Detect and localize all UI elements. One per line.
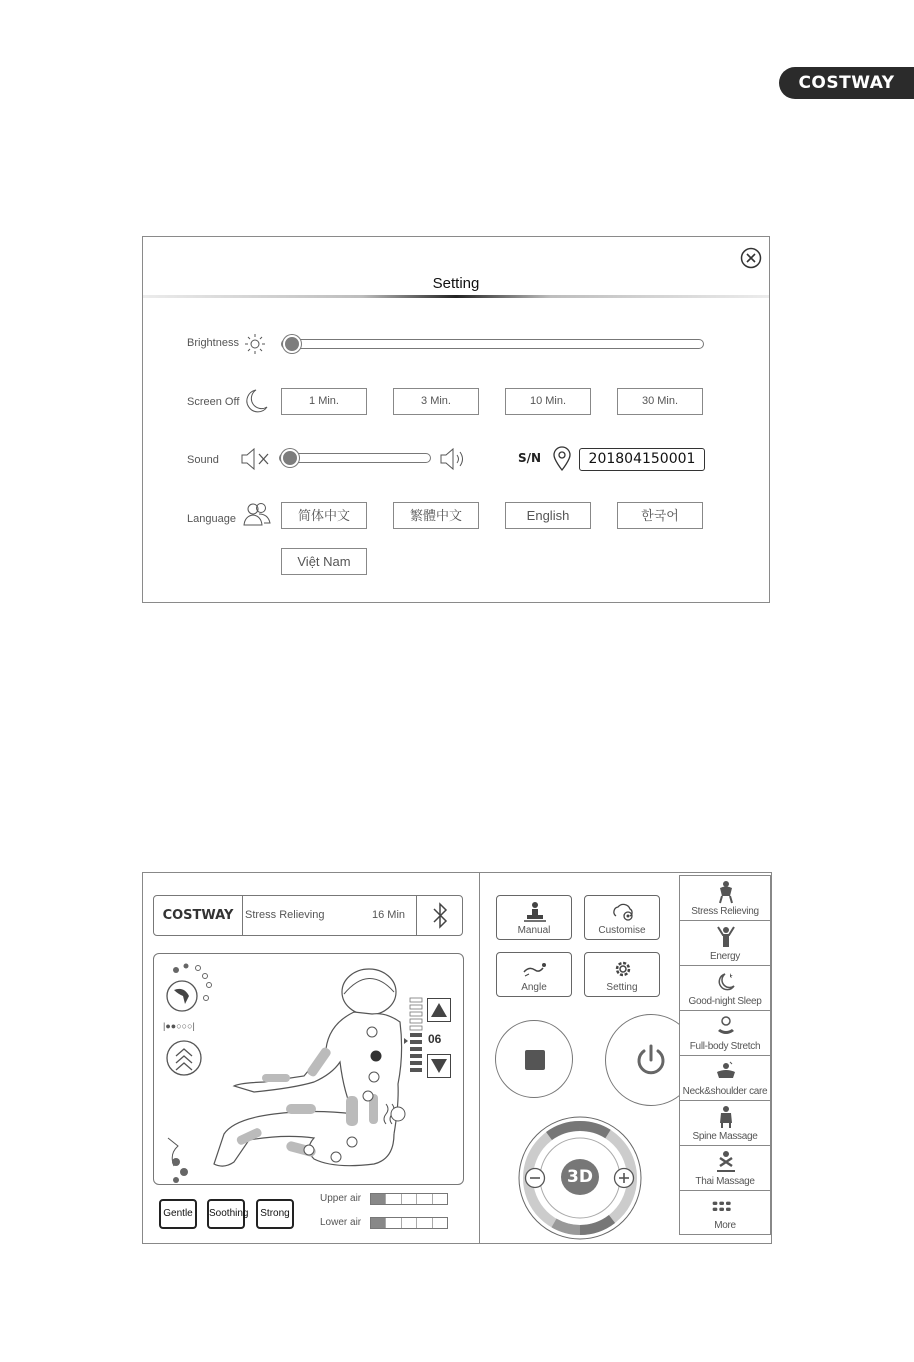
lower-air-level[interactable] bbox=[370, 1217, 448, 1229]
program-label: Neck&shoulder care bbox=[682, 1086, 768, 1097]
intensity-strong-button[interactable]: Strong bbox=[256, 1199, 294, 1229]
brand-logo-tab: COSTWAY bbox=[779, 67, 914, 99]
customise-label: Customise bbox=[598, 925, 646, 936]
language-simplified-chinese-button[interactable]: 简体中文 bbox=[281, 502, 367, 529]
angle-button[interactable] bbox=[496, 952, 572, 997]
gear-icon bbox=[611, 958, 635, 980]
plus-icon[interactable] bbox=[613, 1167, 635, 1189]
program-label: Energy bbox=[710, 951, 740, 962]
controller-panel bbox=[142, 872, 772, 1244]
program-list bbox=[679, 875, 771, 1235]
lower-air-label: Lower air bbox=[320, 1217, 362, 1228]
program-label: Good-night Sleep bbox=[688, 996, 762, 1007]
upper-air-label: Upper air bbox=[320, 1193, 362, 1204]
intensity-soothing-button[interactable]: Soothing bbox=[207, 1199, 245, 1229]
close-icon[interactable] bbox=[740, 247, 762, 269]
language-english-button[interactable]: English bbox=[505, 502, 591, 529]
screen-off-3min-button[interactable]: 3 Min. bbox=[393, 388, 479, 415]
setting-label: Setting bbox=[606, 982, 638, 993]
serial-label: S/N bbox=[518, 451, 542, 465]
program-energy[interactable] bbox=[679, 920, 771, 965]
panel-divider bbox=[479, 873, 480, 1243]
cloud-gear-icon bbox=[611, 901, 635, 923]
recline-angle-icon bbox=[523, 958, 547, 980]
bluetooth-button[interactable] bbox=[416, 896, 463, 935]
sleep-moon-icon bbox=[716, 970, 736, 994]
program-label: Thai Massage bbox=[695, 1176, 755, 1187]
sound-slider[interactable] bbox=[279, 453, 431, 463]
screen-off-30min-button[interactable]: 30 Min. bbox=[617, 388, 703, 415]
setting-button[interactable] bbox=[584, 952, 660, 997]
screen-off-10min-button[interactable]: 10 Min. bbox=[505, 388, 591, 415]
program-good-night-sleep[interactable] bbox=[679, 965, 771, 1010]
minus-icon[interactable] bbox=[524, 1167, 546, 1189]
angle-label: Angle bbox=[521, 982, 547, 993]
thai-massage-icon bbox=[716, 1150, 736, 1174]
program-spine-massage[interactable] bbox=[679, 1100, 771, 1145]
power-icon bbox=[634, 1043, 668, 1077]
location-pin-icon bbox=[551, 446, 573, 472]
brightness-label: Brightness bbox=[187, 337, 239, 349]
svg-text:|●●○○○|: |●●○○○| bbox=[163, 1021, 195, 1031]
volume-icon[interactable] bbox=[439, 447, 467, 471]
manual-massage-icon bbox=[523, 901, 547, 923]
customise-button[interactable] bbox=[584, 895, 660, 940]
language-label: Language bbox=[187, 513, 236, 525]
settings-title: Setting bbox=[432, 275, 480, 292]
language-korean-button[interactable]: 한국어 bbox=[617, 502, 703, 529]
program-thai-massage[interactable] bbox=[679, 1145, 771, 1190]
program-label: More bbox=[714, 1220, 736, 1231]
sun-icon bbox=[244, 333, 266, 355]
current-program-label: Stress Relieving bbox=[245, 909, 325, 921]
people-icon bbox=[242, 501, 272, 527]
bluetooth-icon bbox=[417, 896, 463, 935]
program-neck-shoulder-care[interactable] bbox=[679, 1055, 771, 1100]
position-value: 06 bbox=[428, 1032, 442, 1046]
position-down-button[interactable] bbox=[427, 1054, 451, 1078]
brightness-slider[interactable] bbox=[281, 339, 704, 349]
serial-number-field: 201804150001 bbox=[579, 448, 705, 471]
language-vietnamese-button[interactable]: Việt Nam bbox=[281, 548, 367, 575]
program-more[interactable] bbox=[679, 1190, 771, 1235]
stop-button[interactable] bbox=[495, 1020, 573, 1098]
brightness-slider-knob[interactable] bbox=[283, 335, 301, 353]
title-divider bbox=[143, 295, 769, 298]
time-remaining: 16 Min bbox=[372, 909, 406, 921]
settings-panel bbox=[142, 236, 770, 603]
neck-shoulder-icon bbox=[716, 1060, 736, 1084]
program-stress-relieving[interactable] bbox=[679, 875, 771, 920]
sound-slider-knob[interactable] bbox=[281, 449, 299, 467]
language-traditional-chinese-button[interactable]: 繁體中文 bbox=[393, 502, 479, 529]
more-grid-icon bbox=[712, 1195, 732, 1219]
upper-air-level[interactable] bbox=[370, 1193, 448, 1205]
intensity-gentle-button[interactable]: Gentle bbox=[159, 1199, 197, 1229]
screen-off-label: Screen Off bbox=[187, 396, 240, 408]
stop-icon bbox=[525, 1050, 545, 1070]
sound-label: Sound bbox=[187, 454, 219, 466]
controller-logo: COSTWAY bbox=[154, 896, 243, 935]
program-label: Stress Relieving bbox=[691, 906, 759, 917]
body-diagram-area bbox=[153, 953, 464, 1185]
stress-relieving-icon bbox=[716, 880, 736, 904]
program-full-body-stretch[interactable] bbox=[679, 1010, 771, 1055]
massage-body-diagram bbox=[154, 954, 465, 1186]
program-label: Spine Massage bbox=[692, 1131, 758, 1142]
manual-button[interactable] bbox=[496, 895, 572, 940]
spine-icon bbox=[716, 1105, 736, 1129]
mute-icon[interactable] bbox=[240, 447, 272, 471]
program-label: Full-body Stretch bbox=[689, 1041, 761, 1052]
screen-off-1min-button[interactable]: 1 Min. bbox=[281, 388, 367, 415]
manual-label: Manual bbox=[517, 925, 551, 936]
position-up-button[interactable] bbox=[427, 998, 451, 1022]
energy-icon bbox=[716, 925, 736, 949]
moon-icon bbox=[244, 388, 268, 414]
stretch-icon bbox=[716, 1015, 736, 1039]
status-bar bbox=[153, 895, 463, 936]
3d-label: 3D bbox=[561, 1159, 599, 1195]
